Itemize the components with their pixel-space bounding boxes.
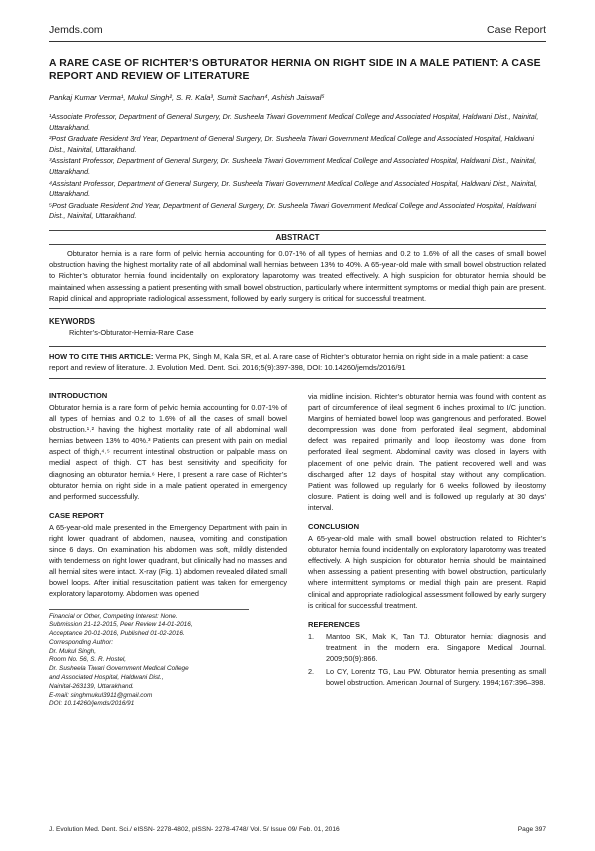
footnote-block [49,609,249,710]
citation-text: Verma PK, Singh M, Kala SR, et al. A rare case of Richter’s obturator hernia on right side in a male patient: a case report and review of literature. J. Evolution Med. Dent. Sci. 2016;5(9):397-398, DOI: 10.14260/jemds/2016/91 [49,351,529,372]
abstract-body: Obturator hernia is a rare form of pelvic hernia accounting for 0.07-1% of all types of hernias and 0.2 to 1.6% of all the cases of small bowel obstruction having the highest mortality rate of all abdominal wall hernias between 13% to 40%. A 65-year-old male with small bowel obstruction related to Richter’s obturator hernia found incidentally on exploratory laparotomy was treated effectively. A high suspicion for obturator hernia should be maintained when assessing a patient presenting with small bowel obstruction, particularly where intermittent symptoms or medial thigh pain are present. Rapid clinical and appropriate radiological assessment, followed by early surgery is critical for successful treatment. [49,248,546,303]
running-header [49,24,546,42]
references-heading: REFERENCES [308,619,360,629]
affiliation-2: ²Post Graduate Resident 3rd Year, Department of General Surgery, Dr. Susheela Tiwari Government Medical College and Associated Hospital, Haldwani Dist., Nainital, Uttarakhand. [49,134,534,154]
page-number: Page 397 [517,826,546,833]
keywords-heading: KEYWORDS [49,316,95,326]
footnote-line: Dr. Mukul Singh, [49,647,96,655]
footnote-line: Corresponding Author: [49,638,114,646]
author-list: Pankaj Kumar Verma¹, Mukul Singh², S. R. Kala³, Sumit Sachan⁴, Ashish Jaiswal⁵ [49,93,325,102]
footnote-email: E-mail: singhmukul3911@gmail.com [49,691,153,699]
affiliations [49,112,546,222]
reference-item [308,666,546,688]
footnote-line: Acceptance 20-01-2016, Published 01-02-2016. [49,630,185,638]
affiliation-3: ³Assistant Professor, Department of General Surgery, Dr. Susheela Tiwari Government Medical College and Associated Hospital, Haldwani Dist., Nainital, Uttarakhand. [49,156,537,176]
reference-text: Lo CY, Lorentz TG, Lau PW. Obturator hernia presenting as small bowel obstruction. American Journal of Surgery. 1994;167:396–398. [326,666,546,687]
citation-label: HOW TO CITE THIS ARTICLE: [49,351,154,361]
abstract-heading: ABSTRACT [49,231,546,245]
conclusion-body: A 65-year-old male with small bowel obstruction related to Richter’s obturator hernia found incidentally on exploratory laparotomy was treated effectively. A high suspicion for obturator hernia should be maintained when assessing a patient presenting with bowel obstruction, particularly where intermittent symptoms or medial thigh pain are present. Rapid clinical and appropriate radiological assessment followed by early surgery is critical for successful treatment. [308,534,546,610]
footnote-line: Submission 21-12-2015, Peer Review 14-01-2016, [49,621,193,629]
case-report-body: A 65-year-old male presented in the Emergency Department with pain in right lower quadrant of abdomen, nausea, vomiting and constipation since 6 days. On examination his abdomen was soft, mildly distended with tenderness on right lower quadrant, but clinically had no masses and all hernial sites were intact. X-ray (Fig. 1) abdomen revealed dilated small bowel loops. After initial resuscitation patient was taken for emergency exploratory laparotomy. Abdomen was opened [49,522,287,599]
reference-number: 1. [308,631,315,641]
footnote-line: Nainital-263139, Uttarakhand. [49,682,134,690]
affiliation-1: ¹Associate Professor, Department of General Surgery, Dr. Susheela Tiwari Government Medical College and Associated Hospital, Haldwani Dist., Nainital, Uttarakhand. [49,112,539,132]
introduction-heading: INTRODUCTION [49,391,108,400]
case-report-heading: CASE REPORT [49,510,104,520]
article-title: A RARE CASE OF RICHTER’S OBTURATOR HERNIA ON RIGHT SIDE IN A MALE PATIENT: A CASE REPORT AND REVIEW OF LITERATURE [49,58,541,82]
conclusion-heading: CONCLUSION [308,522,360,532]
reference-number: 2. [308,666,315,676]
running-footer [49,826,546,833]
keywords-body: Richter’s-Obturator-Hernia-Rare Case [69,327,194,337]
footnote-line: Dr. Susheela Tiwari Government Medical College [49,665,189,673]
site-name: Jemds.com [49,24,103,36]
abstract-box [49,230,546,309]
right-column [308,391,546,709]
citation-block [49,346,546,379]
reference-list [308,631,546,688]
footnote-line: Room No. 56, S. R. Hostel, [49,656,127,664]
affiliation-4: ⁴Assistant Professor, Department of General Surgery, Dr. Susheela Tiwari Government Medical College and Associated Hospital, Haldwani Dist., Nainital, Uttarakhand. [49,178,538,199]
reference-text: Mantoo SK, Mak K, Tan TJ. Obturator hernia: diagnosis and treatment in the modern era. Singapore Medical Journal. 2009;50(9):866. [326,631,546,663]
article-type: Case Report [487,24,546,36]
footnote-line: and Associated Hospital, Haldwani Dist., [49,674,164,682]
affiliation-5: ⁵Post Graduate Resident 2nd Year, Department of General Surgery, Dr. Susheela Tiwari Government Medical College and Associated Hospital, Haldwani Dist., Nainital, Uttarakhand. [49,200,537,221]
footnote-doi: DOI: 10.14260/jemds/2016/91 [49,700,135,708]
footnote-line: Financial or Other, Competing Interest: None. [49,612,178,620]
reference-item [308,631,546,664]
page-top [49,24,546,379]
introduction-body: Obturator hernia is a rare form of pelvic hernia accounting for 0.07-1% of all types of hernias and 0.2 to 1.6% of all the cases of small bowel obstruction.¹˒² having the highest mortality rate of all abdominal wall hernias between 13% to 40%.³ Patients can present with pain on medial aspect of thigh,⁴˒⁵ recurrent intestinal obstruction or palpable mass on medial aspect of thigh. CT has best sensitivity and specificity for diagnosing an obturator hernia.⁶ Here, I present a rare case of Richter’s obturator hernia on right side in a male patient operated in emergency and performed successfully. [49,403,287,501]
journal-info: J. Evolution Med. Dent. Sci./ eISSN- 2278-4802, pISSN- 2278-4748/ Vol. 5/ Issue 09/ Feb. 01, 2016 [49,826,340,833]
left-column [49,391,287,709]
case-report-continuation: via midline incision. Richter’s obturator hernia was found with content as part of circumference of ileal segment 6 inches proximal to I/C junction. Margins of herniated bowel loop was gangrenous and perforated. Bowel decompression was done from perforated ileal segment, abdominal defect was repaired primarily and loop ileostomy was done from perforated ileal segment. Abdominal cavity was closed in layers with placement of one pelvic drain. The patient recovered well and was discharged after 12 days of hospital stay without any complication. Patient was followed up regularly for 6 weeks followed by ileostomy closure. Patient is doing well and is followed up regularly at 30 days’ interval. [308,392,546,512]
body-columns [49,391,546,709]
